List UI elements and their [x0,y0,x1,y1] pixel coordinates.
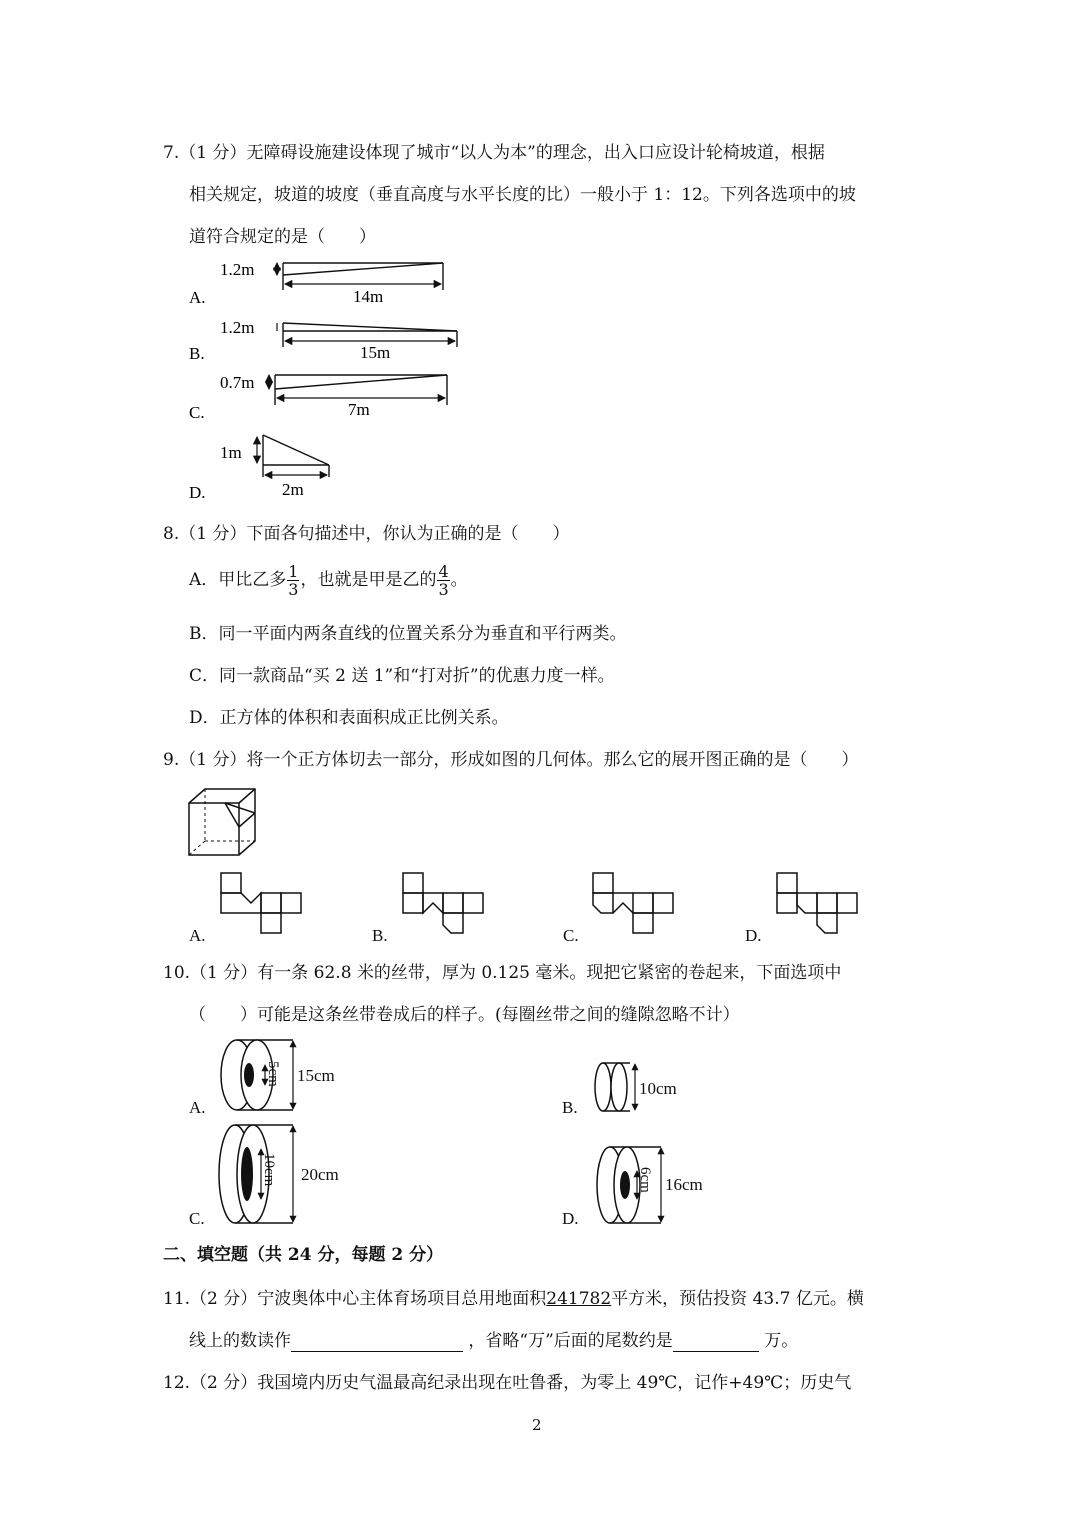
net-a [221,873,301,933]
q11-l2-a: 线上的数读作 [189,1331,291,1351]
q11-l2-b: ，省略“万”后面的尾数约是 [468,1331,673,1351]
roll-b [562,1063,677,1117]
roll-a-outer: 15cm [297,1066,335,1085]
ramp-b-label: B. [189,344,205,363]
ramp-d [189,435,329,502]
q7-stem-line1: 7.（1 分）无障碍设施建设体现了城市“以人为本”的理念，出入口应设计轮椅坡道，根据 [163,143,825,163]
roll-c-inner: 10cm [261,1153,277,1187]
q8-stem: 8.（1 分）下面各句描述中，你认为正确的是（ ） [163,524,570,544]
q11-l1-suffix: 平方米，预估投资 43.7 亿元。横 [611,1289,864,1309]
roll-a-label: A. [189,1098,206,1117]
q8-a-suffix: 。 [450,570,468,590]
q9-net-options [185,868,885,948]
q10-stem-line2: （ ）可能是这条丝带卷成后的样子。(每圈丝带之间的缝隙忽略不计） [189,1005,740,1025]
roll-b-label: B. [562,1098,578,1117]
net-b [403,873,483,933]
ramp-d-length: 2m [282,480,304,499]
q11-l2-c: 万。 [764,1331,799,1351]
ramp-b [189,318,457,363]
net-a-label: A. [189,926,206,945]
ramp-c [189,373,447,422]
roll-d [562,1147,703,1228]
roll-d-label: D. [562,1209,579,1228]
roll-c-label: C. [189,1209,205,1228]
ramp-d-height: 1m [220,443,242,462]
q11-l1-prefix: 11.（2 分）宁波奥体中心主体育场项目总用地面积 [163,1289,547,1309]
ramp-a-height: 1.2m [220,260,255,279]
q11-line1 [163,1288,864,1310]
section-2-heading: 二、填空题（共 24 分，每题 2 分） [163,1245,444,1265]
q8-option-c: C．同一款商品“买 2 送 1”和“打对折”的优惠力度一样。 [189,666,615,686]
ramp-c-height: 0.7m [220,373,255,392]
q11-line2 [189,1330,798,1352]
roll-d-outer: 16cm [665,1175,703,1194]
net-c [593,873,673,933]
q11-blank-2[interactable] [673,1333,759,1352]
net-c-label: C. [563,926,579,945]
q8-a-prefix: A．甲比乙多 [189,570,287,590]
ramp-c-length: 7m [348,400,370,419]
roll-a-inner: 5cm [265,1061,281,1087]
q9-stem: 9.（1 分）将一个正方体切去一部分，形成如图的几何体。那么它的展开图正确的是（ ） [163,750,859,770]
q8-option-b: B．同一平面内两条直线的位置关系分为垂直和平行两类。 [189,624,627,644]
q7-stem-line3: 道符合规定的是（ ） [189,227,376,247]
q7-stem-line2: 相关规定，坡道的坡度（垂直高度与水平长度的比）一般小于 1：12。下列各选项中的坡 [189,185,856,205]
net-d [777,873,857,933]
net-d-label: D. [745,926,762,945]
ramp-b-length: 15m [360,343,391,362]
ramp-a-length: 14m [353,287,384,306]
net-b-label: B. [372,926,388,945]
q9-cut-cube [185,785,260,860]
ramp-a-label: A. [189,288,206,307]
q8-a-middle: ，也就是甲是乙的 [300,570,437,590]
ramp-b-height: 1.2m [220,318,255,337]
page-number: 2 [532,1416,542,1434]
roll-d-inner: 6cm [637,1167,653,1193]
q12-line1: 12.（2 分）我国境内历史气温最高纪录出现在吐鲁番，为零上 49℃，记作+49℃；历史气 [163,1373,852,1393]
q8-option-a [189,563,468,598]
ramp-a [189,260,443,307]
roll-a [189,1040,335,1117]
fraction-four-thirds: $\frac{4}{3}$ [438,562,449,599]
fraction-one-third: $\frac{1}{3}$ [288,562,299,599]
q11-underlined-number: 241782 [546,1289,612,1309]
q11-blank-1[interactable] [291,1333,463,1352]
q7-ramp-figures [185,255,485,505]
q8-option-d: D．正方体的体积和表面积成正比例关系。 [189,708,509,728]
ramp-d-label: D. [189,483,206,502]
roll-b-outer: 10cm [639,1079,677,1098]
roll-c-outer: 20cm [301,1165,339,1184]
ramp-c-label: C. [189,403,205,422]
q10-stem-line1: 10.（1 分）有一条 62.8 米的丝带，厚为 0.125 毫米。现把它紧密的卷起来，下面选项中 [163,963,842,983]
q10-ribbon-rolls [185,1035,745,1235]
roll-c [189,1125,339,1228]
